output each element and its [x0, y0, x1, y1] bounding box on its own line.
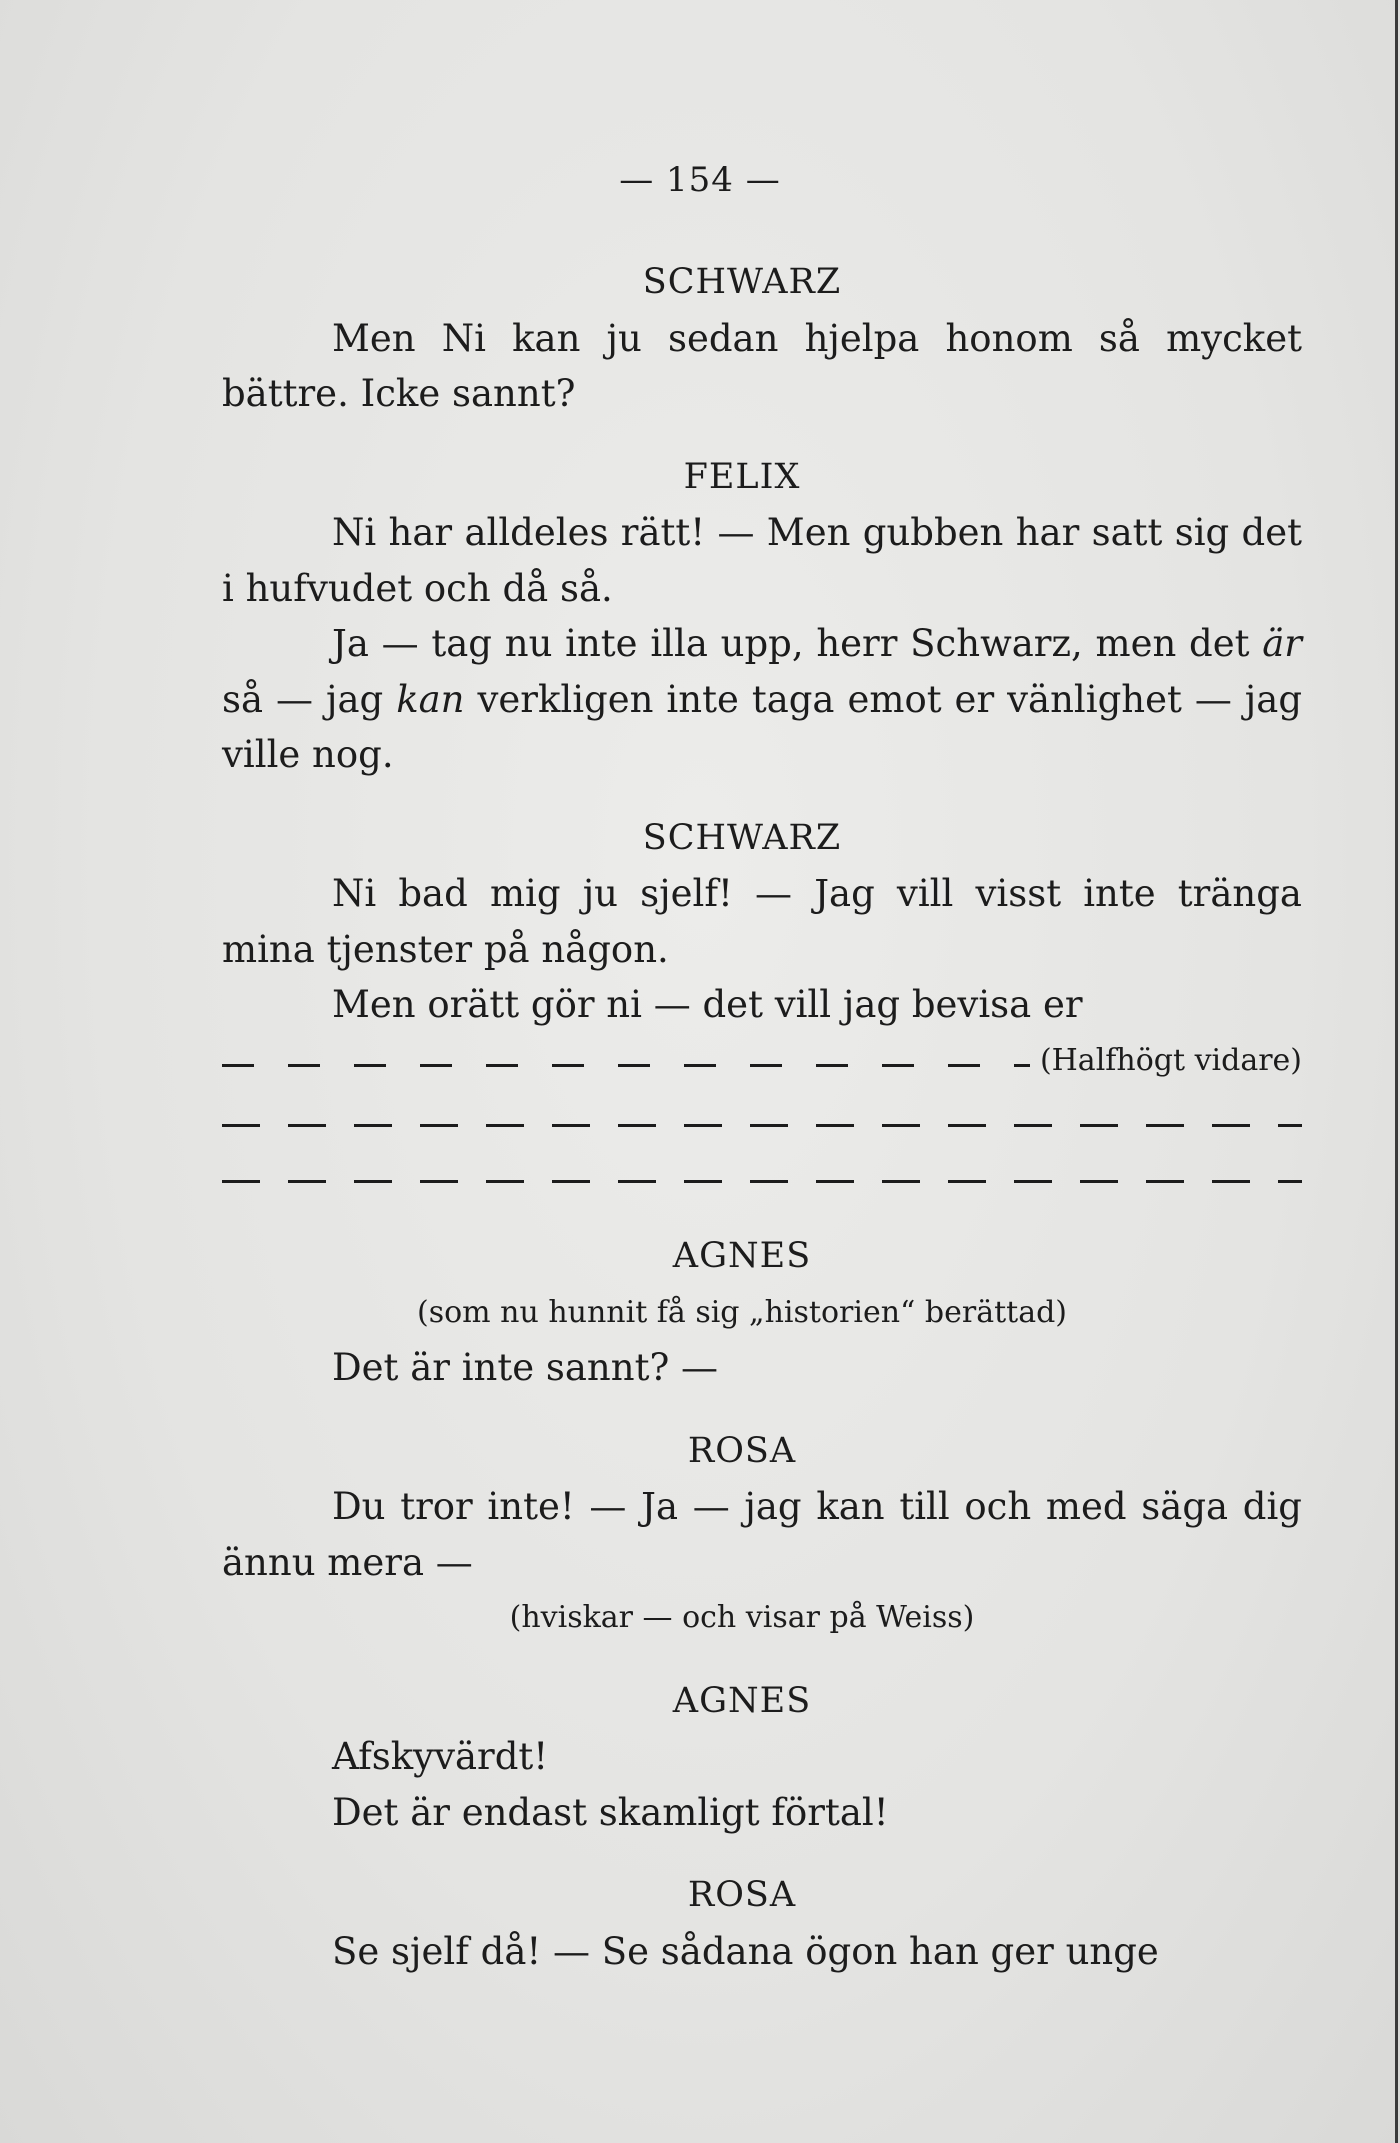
dash-line-with-stage-direction [222, 1033, 1302, 1089]
dialogue-paragraph: Se sjelf då! — Se sådana ögon han ger unge [332, 1929, 1159, 1973]
speaker-name: SCHWARZ [642, 262, 842, 302]
dialogue-paragraph: Det är endast skamligt förtal! [332, 1790, 889, 1834]
stage-direction: (Halfhögt vidare) [1039, 1042, 1302, 1078]
speaker-name: FELIX [683, 456, 801, 497]
dialogue-paragraph [222, 616, 1302, 783]
speaker-name: SCHWARZ [642, 817, 842, 858]
emphasis-text: är [1262, 622, 1302, 665]
page-number: — 154 — [619, 160, 781, 200]
text-run: verkligen inte taga emot er vänlighet — jag ville nog. [222, 677, 1303, 776]
play-text [222, 255, 1302, 1979]
stage-direction: (hviskar — och visar på Weiss) [509, 1600, 975, 1635]
speaker-name: ROSA [687, 1875, 797, 1915]
dialogue-paragraph: Ni bad mig ju sjelf! — Jag vill visst inte tränga mina tjenster på någon. [222, 872, 1302, 971]
text-run: Ja — tag nu inte illa upp, herr Schwarz, men det [332, 622, 1263, 665]
dash-rule-line [222, 1088, 1302, 1144]
page-edge-line [1395, 0, 1398, 2143]
dash-rule [222, 1064, 1030, 1067]
emphasis-text: kan [396, 677, 465, 721]
speaker-name: ROSA [687, 1430, 797, 1471]
dash-rule-line [222, 1144, 1302, 1200]
dialogue-paragraph: Men Ni kan ju sedan hjelpa honom så mycket bättre. Icke sannt? [222, 316, 1302, 415]
text-run: så — jag [222, 677, 397, 721]
speaker-name: AGNES [672, 1236, 812, 1276]
dialogue-paragraph: Men orätt gör ni — det vill jag bevisa er [332, 983, 1083, 1026]
dash-rule [222, 1124, 1302, 1127]
speaker-name: AGNES [672, 1680, 812, 1721]
dialogue-paragraph: Ni har alldeles rätt! — Men gubben har satt sig det i hufvudet och då så. [222, 511, 1302, 610]
dialogue-paragraph: Du tror inte! — Ja — jag kan till och med säga dig ännu mera — [222, 1485, 1302, 1584]
dash-rule [222, 1180, 1302, 1183]
dialogue-paragraph: Det är inte sannt? — [332, 1346, 719, 1389]
stage-direction: (som nu hunnit få sig „historien“ berättad) [417, 1294, 1067, 1330]
dialogue-paragraph: Afskyvärdt! [332, 1735, 549, 1778]
